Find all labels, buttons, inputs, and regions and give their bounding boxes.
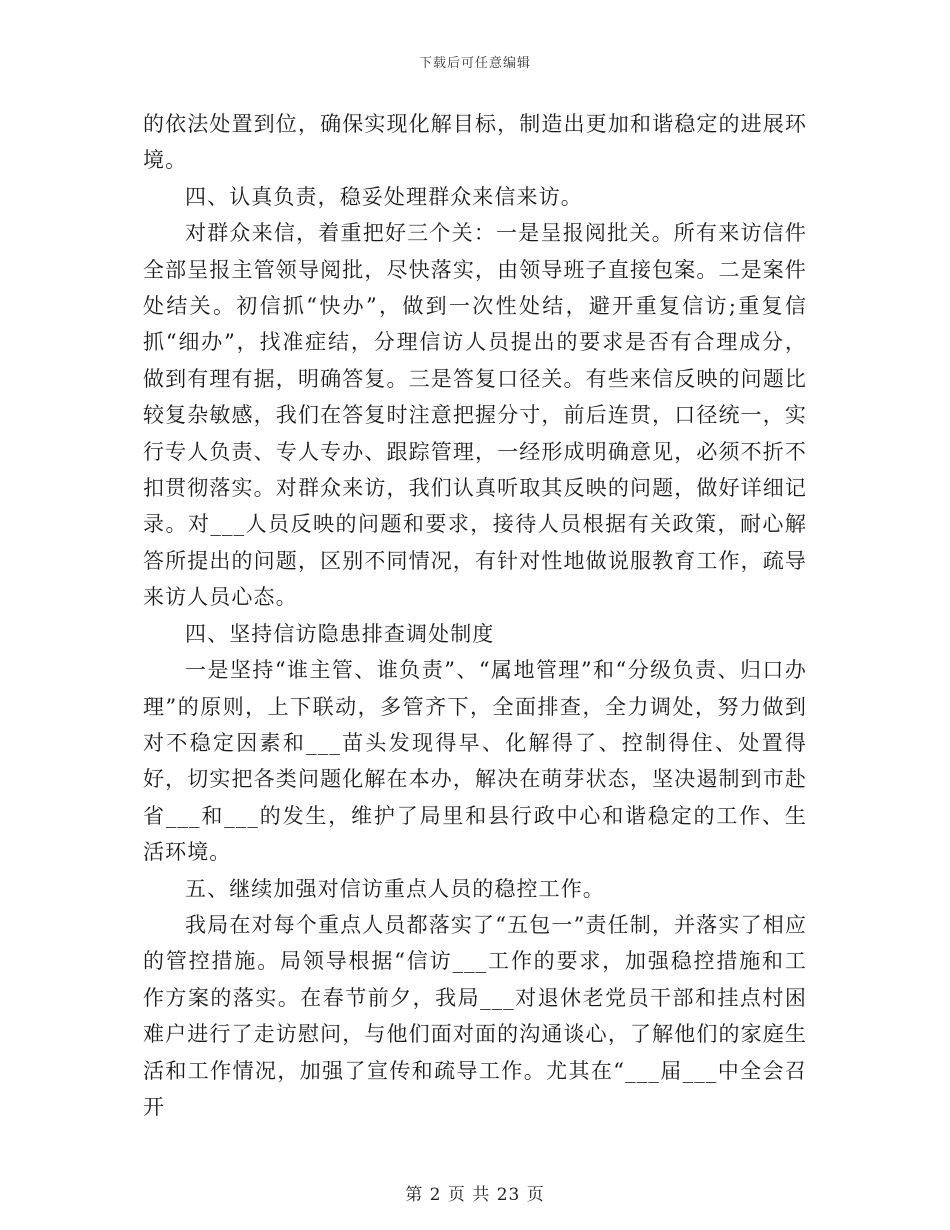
section-heading-4a: 四、认真负责，稳妥处理群众来信来访。 [185, 184, 583, 209]
section-heading-5: 五、继续加强对信访重点人员的稳控工作。 [185, 876, 605, 901]
page-header: 下载后可任意编辑 [418, 56, 531, 71]
paragraph-hazard-investigation: 一是坚持“谁主管、谁负责”、“属地管理”和“分级负责、归口办理”的原则，上下联动，多管齐下，全面排查，全力调处，努力做到对不稳定因素和___苗头发现得早、化解得了、控制得住、处置得好，切实把各类问题化解在本办，解决在萌芽状态，坚决遏制到市赴省___和___的发生，维护了局里和县行政中心和谐稳定的工作、生活环境。 [143, 658, 807, 865]
paragraph-key-personnel: 我局在对每个重点人员都落实了“五包一”责任制，并落实了相应的管控措施。局领导根据“信访___工作的要求，加强稳控措施和工作方案的落实。在春节前夕，我局___对退休老党员干部和挂点村困难户进行了走访慰问，与他们面对面的沟通谈心，了解他们的家庭生活和工作情况，加强了宣传和疏导工作。尤其在“___届___中全会召开 [143, 912, 807, 1119]
document-body [143, 106, 807, 1125]
paragraph-continuation: 的依法处置到位，确保实现化解目标，制造出更加和谐稳定的进展环境。 [143, 112, 807, 173]
page-footer: 第 2 页 共 23 页 [405, 1185, 545, 1205]
paragraph-letters-visits: 对群众来信，着重把好三个关：一是呈报阅批关。所有来访信件全部呈报主管领导阅批，尽快落实，由领导班子直接包案。二是案件处结关。初信抓“快办”，做到一次性处结，避开重复信访;重复信抓“细办”，找准症结，分理信访人员提出的要求是否有合理成分，做到有理有据，明确答复。三是答复口径关。有些来信反映的问题比较复杂敏感，我们在答复时注意把握分寸，前后连贯，口径统一，实行专人负责、专人专办、跟踪管理，一经形成明确意见，必须不折不扣贯彻落实。对群众来访，我们认真听取其反映的问题，做好详细记录。对___人员反映的问题和要求，接待人员根据有关政策，耐心解答所提出的问题，区别不同情况，有针对性地做说服教育工作，疏导来访人员心态。 [143, 221, 807, 610]
section-heading-4b: 四、坚持信访隐患排查调处制度 [185, 621, 495, 646]
